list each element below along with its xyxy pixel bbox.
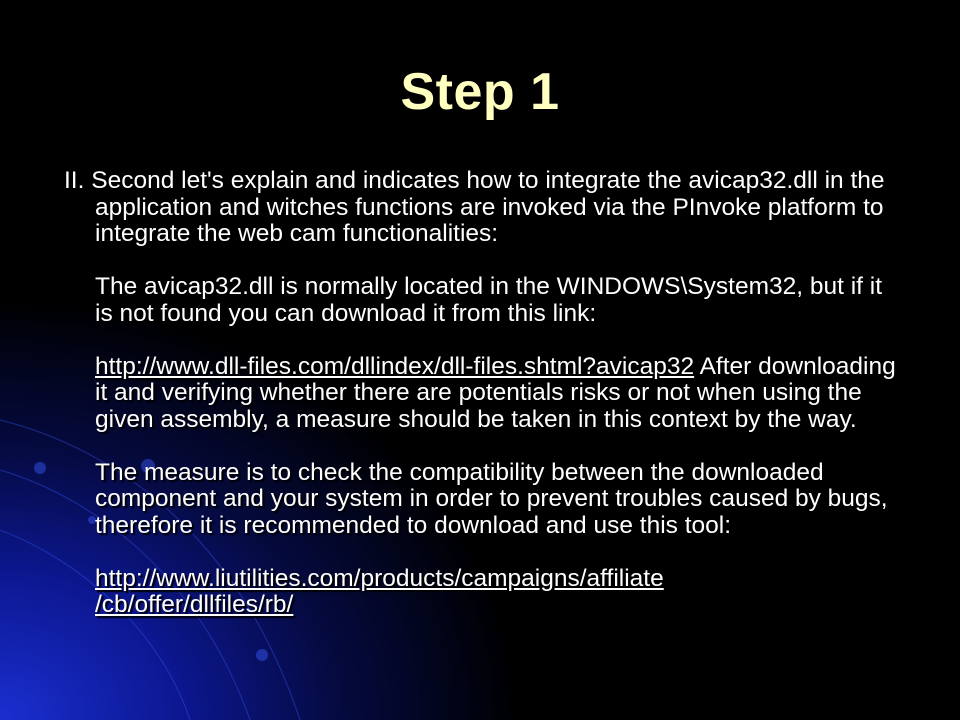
- intro-paragraph: II. Second let's explain and indicates how to integrate the avicap32.dll in the application and witches functions are invoked via the PInvoke platform to integrate the web cam functionalities:: [64, 167, 885, 247]
- measure-text: The measure is to check the compatibility between the downloaded component and your system in order to prevent troubles caused by bugs, therefore it is recommended to download and use this tool:: [95, 458, 888, 539]
- location-text: The avicap32.dll is normally located in the WINDOWS\System32, but if it is not found you can download it from this link:: [95, 273, 883, 327]
- measure-paragraph: [64, 460, 906, 540]
- after-link-text: After downloading it and verifying whether there are potentials risks or not when using the given assembly, a measure should be taken in this context by the way.: [95, 352, 896, 433]
- tool-link-line2: /cb/offer/dllfiles/rb/: [95, 591, 294, 618]
- download-paragraph: [64, 354, 906, 434]
- slide-body: [64, 168, 906, 619]
- tool-paragraph: [64, 566, 906, 619]
- deco-dot-3: [256, 649, 268, 661]
- deco-dot-1: [34, 462, 46, 474]
- location-paragraph: [64, 274, 906, 327]
- slide-title: Step 1: [400, 63, 560, 121]
- tool-link[interactable]: [95, 565, 664, 619]
- download-link[interactable]: http://www.dll-files.com/dllindex/dll-files.shtml?avicap32: [95, 352, 695, 380]
- tool-link-line1: http://www.liutilities.com/products/campaigns/affiliate: [95, 564, 664, 592]
